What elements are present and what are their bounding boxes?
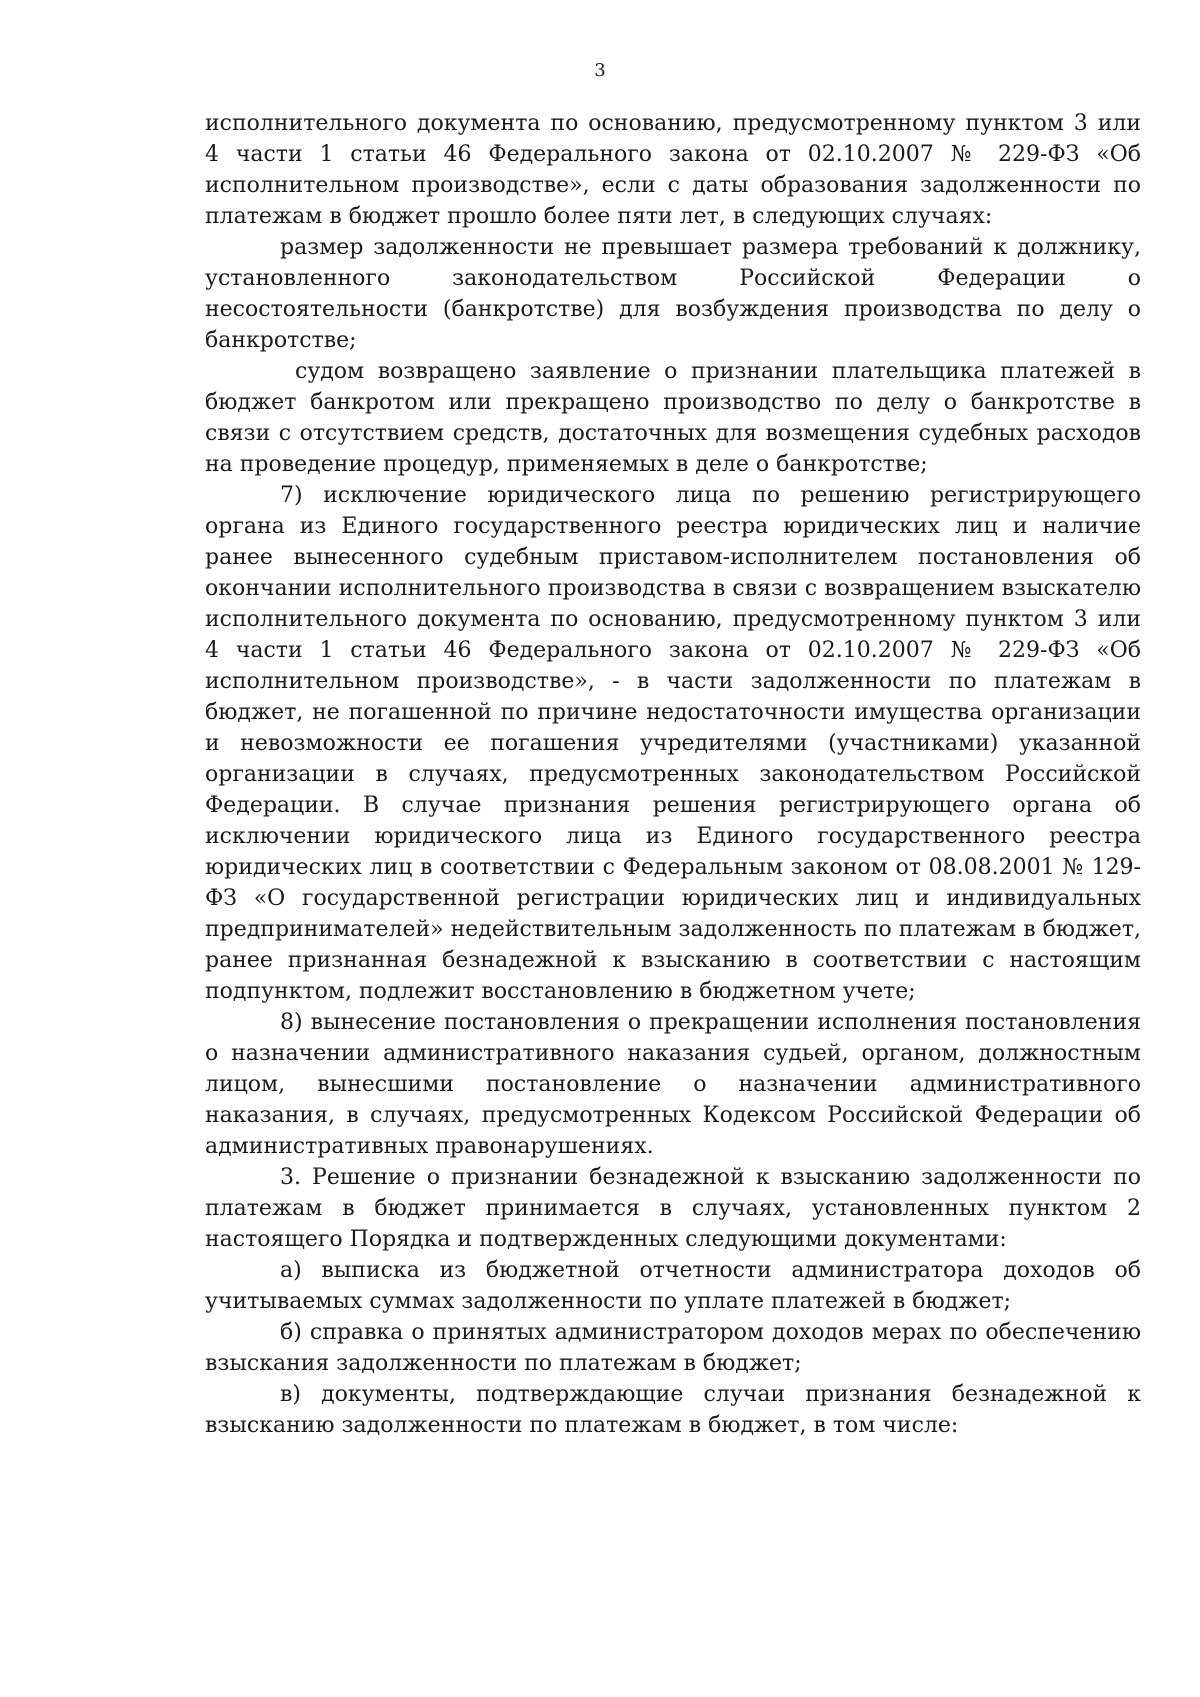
- document-body: [205, 108, 1141, 1441]
- paragraph-court-returned: судом возвращено заявление о признании плательщика платежей в бюджет банкротом или прекращено производство по делу о банкротстве в связи с отсутствием средств, достаточных для возмещения судебных расходов на проведение процедур, применяемых в деле о банкротстве;: [205, 359, 1141, 477]
- paragraph-debt-size: размер задолженности не превышает размера требований к должнику, установленного законодательством Российской Федерации о несостоятельности (банкротстве) для возбуждения производства по делу о банкротстве;: [205, 235, 1141, 353]
- paragraph-item-v: в) документы, подтверждающие случаи признания безнадежной к взысканию задолженности по платежам в бюджет, в том числе:: [205, 1382, 1141, 1438]
- page-number: 3: [594, 60, 606, 81]
- paragraph-item-7: 7) исключение юридического лица по решению регистрирующего органа из Единого государственного реестра юридических лиц и наличие ранее вынесенного судебным приставом-исполнителем постановления об окончании исполнительного производства в связи с возвращением взыскателю исполнительного документа по основанию, предусмотренному пунктом 3 или 4 части 1 статьи 46 Федерального закона от 02.10.2007 № 229-ФЗ «Об исполнительном производстве», - в части задолженности по платежам в бюджет, не погашенной по причине недостаточности имущества организации и невозможности ее погашения учредителями (участниками) указанной организации в случаях, предусмотренных законодательством Российской Федерации. В случае признания решения регистрирующего органа об исключении юридического лица из Единого государственного реестра юридических лиц в соответствии с Федеральным законом от 08.08.2001 № 129-ФЗ «О государственной регистрации юридических лиц и индивидуальных предпринимателей» недействительным задолженность по платежам в бюджет, ранее признанная безнадежной к взысканию в соответствии с настоящим подпунктом, подлежит восстановлению в бюджетном учете;: [205, 483, 1141, 1004]
- paragraph-item-b: б) справка о принятых администратором доходов мерах по обеспечению взыскания задолженности по платежам в бюджет;: [205, 1320, 1141, 1376]
- paragraph-item-8: 8) вынесение постановления о прекращении исполнения постановления о назначении административного наказания судьей, органом, должностным лицом, вынесшими постановление о назначении административного наказания, в случаях, предусмотренных Кодексом Российской Федерации об административных правонарушениях.: [205, 1010, 1141, 1159]
- paragraph-continuation: исполнительного документа по основанию, предусмотренному пунктом 3 или 4 части 1 статьи 46 Федерального закона от 02.10.2007 № 229-ФЗ «Об исполнительном производстве», если с даты образования задолженности по платежам в бюджет прошло более пяти лет, в следующих случаях:: [205, 111, 1141, 229]
- paragraph-section-3: 3. Решение о признании безнадежной к взысканию задолженности по платежам в бюджет принимается в случаях, установленных пунктом 2 настоящего Порядка и подтвержденных следующими документами:: [205, 1165, 1141, 1252]
- paragraph-item-a: а) выписка из бюджетной отчетности администратора доходов об учитываемых суммах задолженности по уплате платежей в бюджет;: [205, 1258, 1141, 1314]
